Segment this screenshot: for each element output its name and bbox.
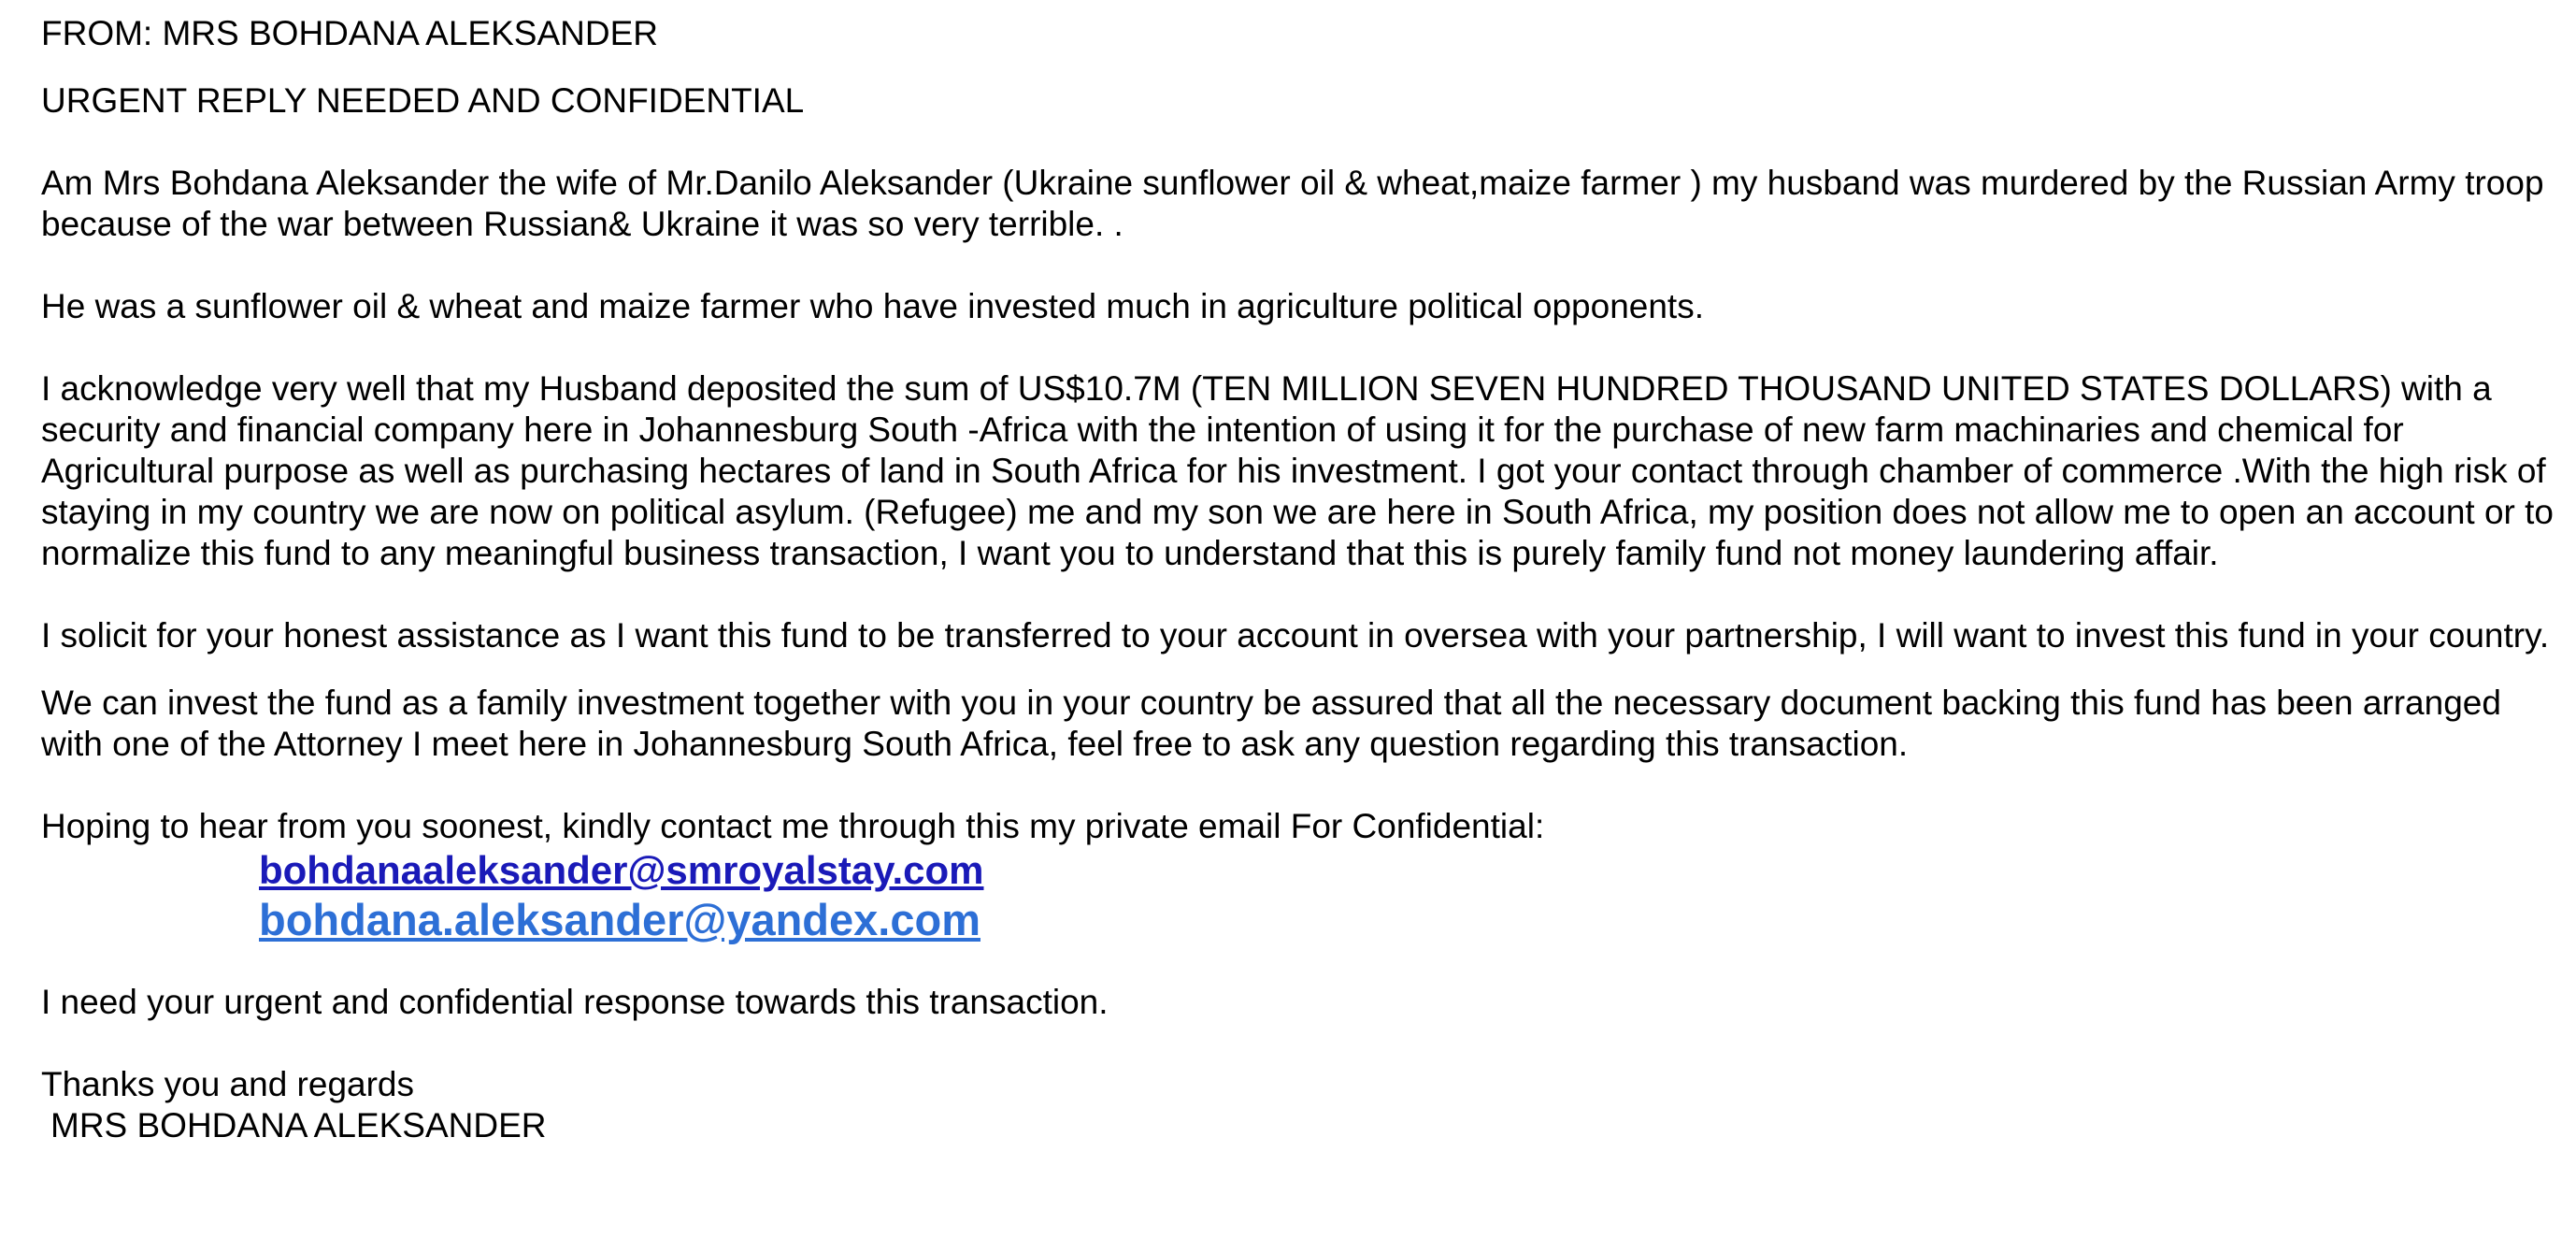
- paragraph-contact: Hoping to hear from you soonest, kindly contact me through this my private email For Confidential:: [41, 807, 1545, 845]
- email-link-smroyalstay[interactable]: bohdanaaleksander@smroyalstay.com: [259, 848, 984, 892]
- paragraph-invest: We can invest the fund as a family investment together with you in your country be assured that all the necessary document backing this fund has been arranged with one of the Attorney I meet here in Johannesburg South Africa, feel free to ask any question regarding this transaction.: [41, 684, 2501, 763]
- paragraph-husband: He was a sunflower oil & wheat and maize farmer who have invested much in agriculture political opponents.: [41, 287, 1704, 325]
- email-link-yandex[interactable]: bohdana.aleksander@yandex.com: [259, 895, 980, 944]
- paragraph-intro: Am Mrs Bohdana Aleksander the wife of Mr.Danilo Aleksander (Ukraine sunflower oil & wheat,maize farmer ) my husband was murdered by the Russian Army troop because of the war between Russian& Ukraine it was so very terrible. .: [41, 164, 2544, 243]
- signature: MRS BOHDANA ALEKSANDER: [50, 1106, 547, 1144]
- from-line: FROM: MRS BOHDANA ALEKSANDER: [41, 14, 658, 52]
- subject-line: URGENT REPLY NEEDED AND CONFIDENTIAL: [41, 81, 805, 120]
- email-document: [41, 13, 2555, 1146]
- closing-thanks: Thanks you and regards: [41, 1065, 415, 1103]
- paragraph-deposit: I acknowledge very well that my Husband deposited the sum of US$10.7M (TEN MILLION SEVEN HUNDRED THOUSAND UNITED STATES DOLLARS) with a security and financial company here in Johannesburg South -Africa with the intention of using it for the purchase of new farm machinaries and chemical for Agricultural purpose as well as purchasing hectares of land in South Africa for his investment. I got your contact through chamber of commerce .With the high risk of staying in my country we are now on political asylum. (Refugee) me and my son we are here in South Africa, my position does not allow me to open an account or to normalize this fund to any meaningful business transaction, I want you to understand that this is purely family fund not money laundering affair.: [41, 369, 2554, 572]
- email-links: [41, 847, 2555, 946]
- paragraph-solicit: I solicit for your honest assistance as I want this fund to be transferred to your account in oversea with your partnership, I will want to invest this fund in your country.: [41, 616, 2550, 655]
- paragraph-urgent: I need your urgent and confidential response towards this transaction.: [41, 983, 1109, 1021]
